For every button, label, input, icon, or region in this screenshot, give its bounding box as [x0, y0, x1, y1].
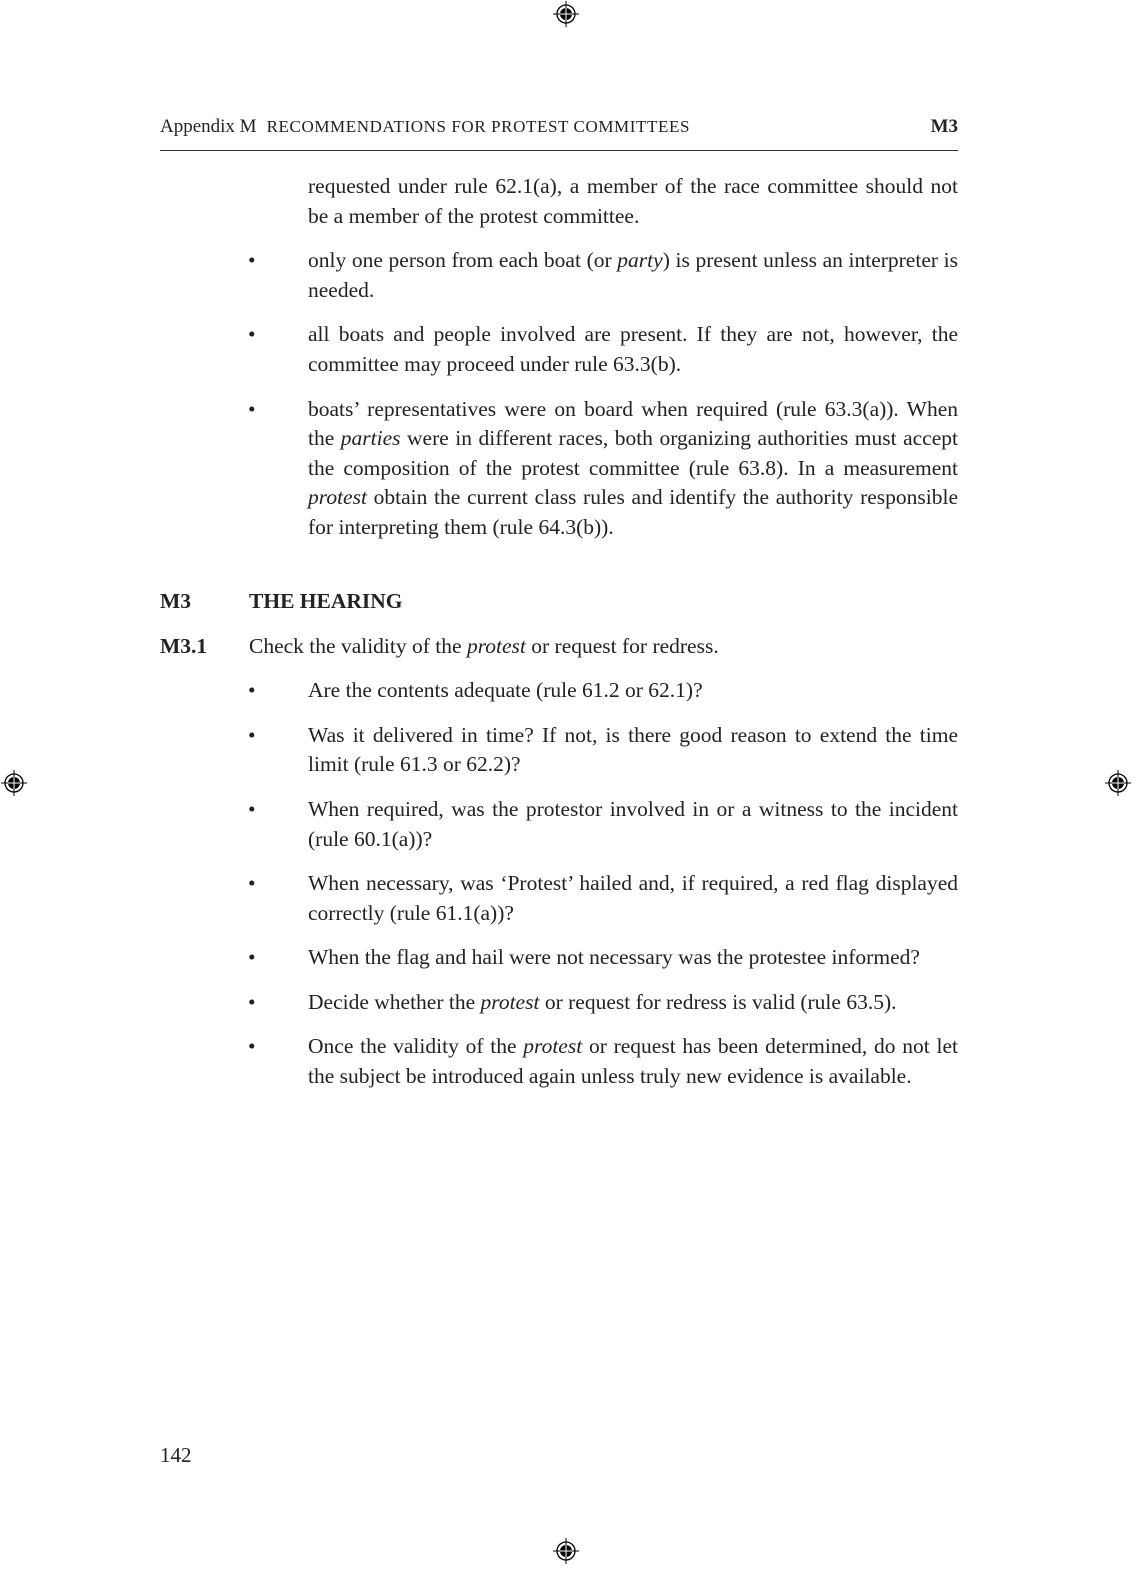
subsection-m3-1	[160, 632, 958, 662]
bullet-item	[160, 869, 958, 928]
bullet-icon: •	[248, 945, 256, 970]
italic-term: protest	[308, 485, 367, 510]
registration-mark-icon	[1105, 770, 1131, 796]
text-run: boats’ representatives were on board when required (rule 63.3(a)). When the	[308, 396, 958, 451]
bullet-list-top	[160, 246, 958, 542]
text-run: all boats and people involved are present. If they are not, however, the committee may proceed under rule 63.3(b).	[308, 322, 958, 376]
text-run: or request for redress is valid (rule 63.5).	[539, 989, 897, 1014]
page-body	[160, 172, 958, 1092]
bullet-item	[160, 1032, 958, 1091]
registration-mark-icon	[1, 770, 27, 796]
italic-term: protest	[523, 1034, 583, 1059]
registration-mark-icon	[553, 1, 579, 27]
bullet-item	[160, 988, 958, 1018]
bullet-item	[160, 246, 958, 305]
bullet-item	[160, 795, 958, 854]
bullet-icon: •	[248, 1034, 256, 1059]
bullet-icon: •	[248, 722, 256, 747]
italic-term: protest	[480, 989, 540, 1014]
bullet-icon: •	[248, 322, 256, 347]
text-run: were in different races, both organizing authorities must accept the composition of the protest committee (rule 63.8). In a measurement	[308, 426, 958, 480]
text-run: Once the validity of the	[308, 1034, 524, 1059]
bullet-item	[160, 943, 958, 973]
registration-mark-icon	[553, 1538, 579, 1564]
italic-term: protest	[466, 633, 526, 658]
text-run: or request has been determined, do not let the subject be introduced again unless truly new evidence is available.	[308, 1034, 958, 1089]
text-run: ) is present unless an interpreter is needed.	[308, 248, 958, 302]
page-number: 142	[160, 1443, 192, 1467]
running-header	[160, 114, 958, 151]
bullet-item	[160, 721, 958, 780]
text-run: Are the contents adequate (rule 61.2 or 62.1)?	[308, 678, 703, 703]
header-appendix: Appendix M	[160, 116, 257, 137]
header-section: M3	[930, 116, 958, 137]
bullet-item	[160, 320, 958, 379]
text-run: When required, was the protestor involved in or a witness to the incident (rule 60.1(a))?	[308, 796, 958, 851]
section-title: THE HEARING	[249, 588, 403, 613]
bullet-item	[160, 676, 958, 706]
text-run: or request for redress.	[525, 633, 719, 658]
section-number: M3	[160, 588, 192, 613]
bullet-icon: •	[248, 396, 256, 421]
header-title: RECOMMENDATIONS FOR PROTEST COMMITTEES	[266, 117, 691, 136]
italic-term: parties	[340, 426, 401, 451]
subsection-number: M3.1	[160, 633, 208, 658]
header-left	[160, 116, 690, 138]
bullet-item	[160, 395, 958, 543]
text-run: Check the validity of the	[249, 633, 467, 658]
text-run: Decide whether the	[308, 989, 481, 1014]
bullet-list-m3-1	[160, 676, 958, 1092]
subsection-text	[249, 634, 719, 658]
bullet-icon: •	[248, 248, 256, 273]
italic-term: party	[617, 248, 663, 273]
bullet-icon: •	[248, 796, 256, 821]
continuation-paragraph	[160, 172, 958, 231]
text-run: When the flag and hail were not necessary was the protestee informed?	[308, 945, 920, 970]
text-run: only one person from each boat (or	[308, 248, 618, 273]
bullet-icon: •	[248, 678, 256, 703]
text-run: obtain the current class rules and identify the authority responsible for interpreting them (rule 64.3(b)).	[308, 485, 958, 539]
bullet-icon: •	[248, 989, 256, 1014]
section-heading	[160, 587, 958, 617]
text-run: When necessary, was ‘Protest’ hailed and, if required, a red flag displayed correctly (rule 61.1(a))?	[308, 871, 958, 925]
text-run: Was it delivered in time? If not, is there good reason to extend the time limit (rule 61.3 or 62.2)?	[308, 722, 958, 777]
bullet-icon: •	[248, 871, 256, 896]
text-run: requested under rule 62.1(a), a member of the race committee should not be a member of the protest committee.	[308, 174, 958, 228]
